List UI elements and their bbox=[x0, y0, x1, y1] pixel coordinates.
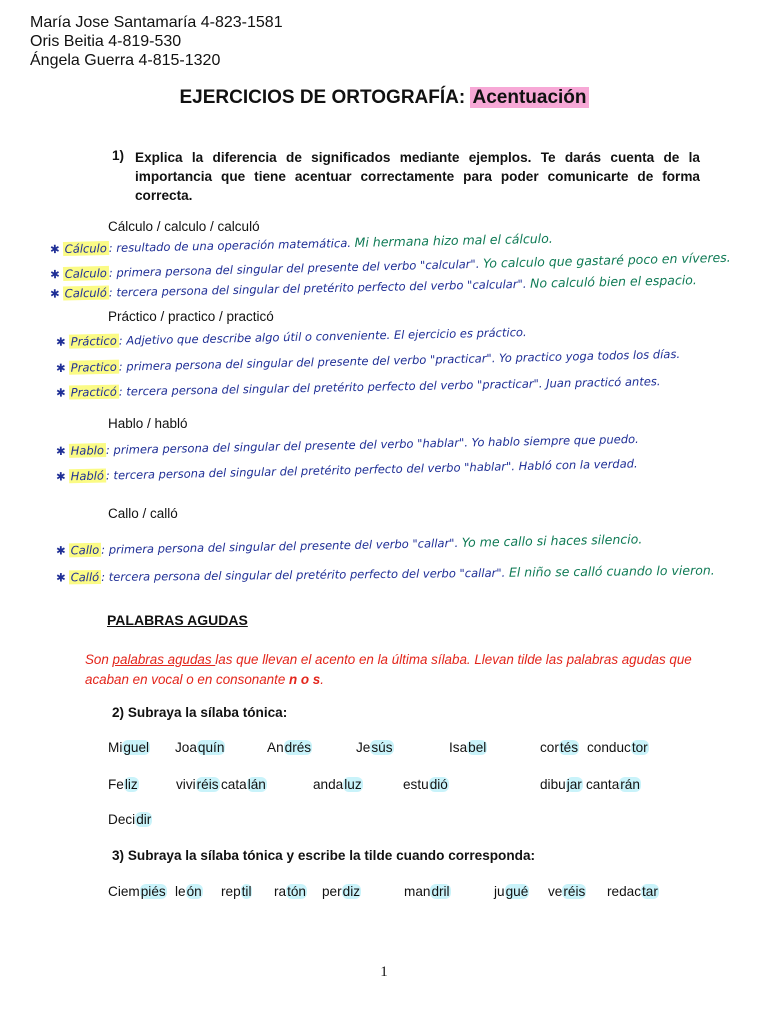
page-title-main: EJERCICIOS DE ORTOGRAFÍA: bbox=[179, 87, 466, 108]
page-title-highlight: Acentuación bbox=[472, 87, 587, 108]
word-item: conductor bbox=[587, 740, 648, 755]
author-line: María Jose Santamaría 4-823-1581 bbox=[30, 14, 283, 31]
word-item: cortés bbox=[540, 740, 579, 755]
handwritten-line: ✱ Practicó : tercera persona del singular del pretérito perfecto del verbo "practicar". Juan practicó antes. bbox=[55, 374, 661, 400]
word-group-label: Cálculo / calculo / calculó bbox=[108, 219, 260, 234]
word-item: Andrés bbox=[267, 740, 312, 755]
word-item: Isabel bbox=[449, 740, 487, 755]
handwritten-line: ✱ Hablo : primera persona del singular del presente del verbo "hablar". Yo hablo siempre que puedo. bbox=[55, 431, 639, 459]
question-label: 2) Subraya la sílaba tónica: bbox=[112, 705, 288, 720]
question-number: 1) bbox=[112, 148, 125, 163]
word-item: Feliz bbox=[108, 777, 138, 792]
word-item: viviréis bbox=[176, 777, 219, 792]
author-line: Oris Beitia 4-819-530 bbox=[30, 33, 182, 50]
word-item: león bbox=[175, 884, 202, 899]
handwritten-line: ✱ Práctico : Adjetivo que describe algo útil o conveniente. El ejercicio es práctico. bbox=[55, 325, 527, 349]
word-item: Decidir bbox=[108, 812, 152, 827]
word-group-label: Práctico / practico / practicó bbox=[108, 309, 274, 324]
definition-text: Son palabras agudas las que llevan el acento en la última sílaba. Llevan tilde las palabras agudas que acaban en vocal o en consonante n o s. bbox=[85, 652, 692, 687]
handwritten-line: ✱ Calló : tercera persona del singular del pretérito perfecto del verbo "callar". El niño se calló cuando lo vieron. bbox=[55, 562, 715, 585]
handwritten-line: ✱ Calculó : tercera persona del singular del pretérito perfecto del verbo "calcular". No calculó bien el espacio. bbox=[49, 272, 697, 301]
word-item: cantarán bbox=[586, 777, 640, 792]
word-item: dibujar bbox=[540, 777, 582, 792]
handwritten-line: ✱ Cálculo : resultado de una operación matemática. Mi hermana hizo mal el cálculo. bbox=[49, 230, 553, 257]
handwritten-line: ✱ Practico : primera persona del singular del presente del verbo "practicar". Yo practico yoga todos los días. bbox=[55, 346, 681, 376]
word-item: mandril bbox=[404, 884, 450, 899]
author-line: Ángela Guerra 4-815-1320 bbox=[30, 52, 221, 69]
word-item: jugué bbox=[494, 884, 529, 899]
handwritten-line: ✱ Callo : primera persona del singular del presente del verbo "callar". Yo me callo si haces silencio. bbox=[55, 531, 643, 558]
word-item: Ciempiés bbox=[108, 884, 166, 899]
word-item: andaluz bbox=[313, 777, 362, 792]
question-text: Explica la diferencia de significados mediante ejemplos. Te darás cuenta de la importancia que tiene acentuar correctamente para poder comunicarte de forma correcta. bbox=[135, 150, 700, 203]
page-number: 1 bbox=[380, 964, 388, 980]
word-item: Miguel bbox=[108, 740, 150, 755]
word-item: catalán bbox=[221, 777, 266, 792]
page-title bbox=[0, 87, 768, 109]
word-item: estudió bbox=[403, 777, 448, 792]
word-group-label: Hablo / habló bbox=[108, 416, 188, 431]
word-item: reptil bbox=[221, 884, 252, 899]
word-item: ratón bbox=[274, 884, 306, 899]
handwritten-line: ✱ Calculo : primera persona del singular del presente del verbo "calcular". Yo calculo que gastaré poco en víveres. bbox=[49, 249, 731, 282]
word-item: Jesús bbox=[356, 740, 393, 755]
section-title: PALABRAS AGUDAS bbox=[107, 612, 248, 628]
word-item: redactar bbox=[607, 884, 658, 899]
word-item: Joaquín bbox=[175, 740, 225, 755]
word-item: veréis bbox=[548, 884, 586, 899]
handwritten-line: ✱ Habló : tercera persona del singular del pretérito perfecto del verbo "hablar". Habló con la verdad. bbox=[55, 456, 638, 484]
word-item: perdiz bbox=[322, 884, 361, 899]
word-group-label: Callo / calló bbox=[108, 506, 178, 521]
question-label: 3) Subraya la sílaba tónica y escribe la tilde cuando corresponda: bbox=[112, 848, 536, 863]
